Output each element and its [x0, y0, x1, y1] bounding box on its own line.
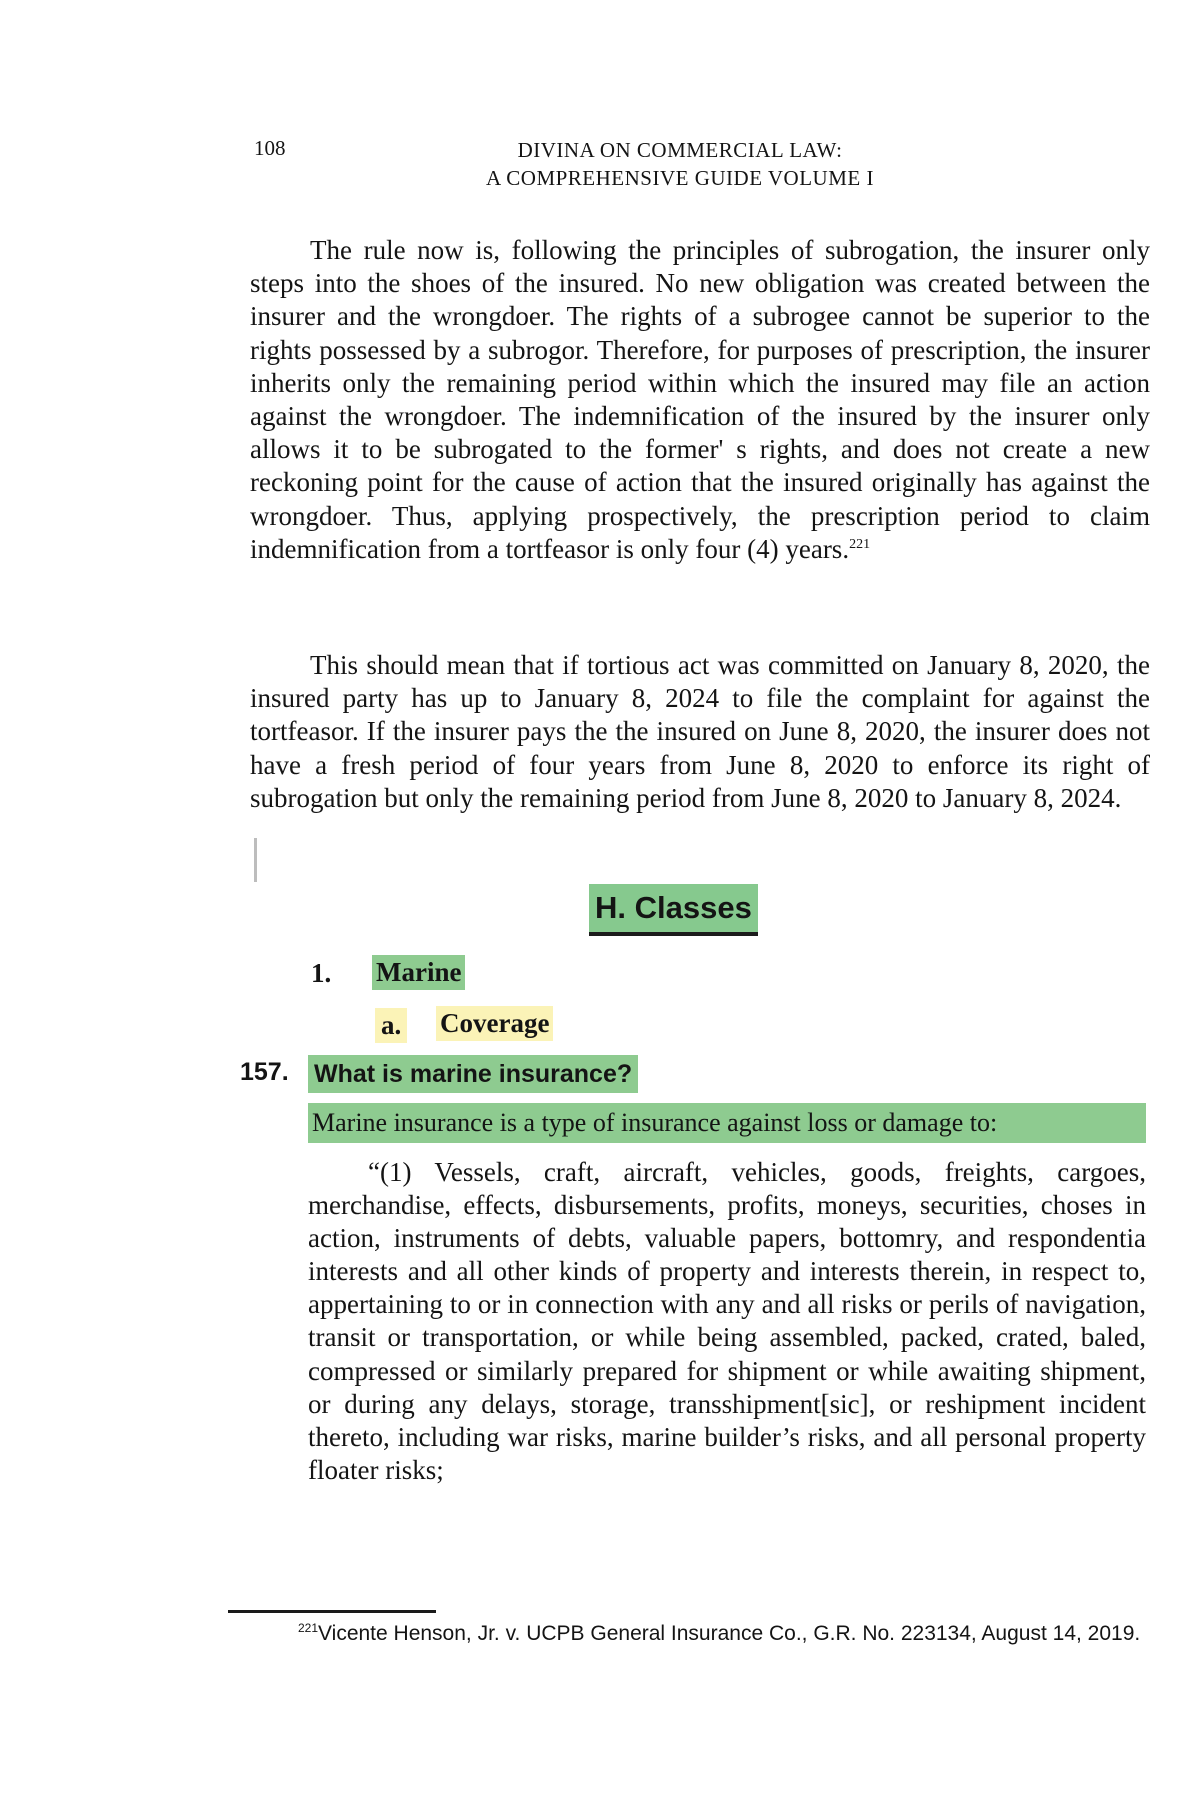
- footnote-number: 221: [298, 1621, 319, 1635]
- paragraph-subrogation-rule: [250, 234, 1150, 566]
- book-title-line-2: A COMPREHENSIVE GUIDE VOLUME I: [486, 166, 874, 190]
- question-text: What is marine insurance?: [308, 1055, 638, 1093]
- paragraph-example: This should mean that if tortious act was committed on January 8, 2020, the insured party has up to January 8, 2024 to file the complaint for against the tortfeasor. If the insurer pays the the insured on June 8, 2020, the insurer does not have a fresh period of four years from June 8, 2020 to enforce its right of subrogation but only the remaining period from June 8, 2020 to January 8, 2024.: [250, 650, 1150, 813]
- question-number: 157.: [240, 1058, 289, 1086]
- book-title-line-1: DIVINA ON COMMERCIAL LAW:: [517, 138, 843, 162]
- footnote-divider: [228, 1610, 436, 1613]
- margin-mark: [254, 838, 257, 882]
- outline-item-marine: Marine: [372, 955, 465, 990]
- footnote-reference: 221: [849, 536, 871, 552]
- outline-number-1: 1.: [311, 958, 332, 988]
- page-number: 108: [254, 136, 286, 160]
- footnote-text: Vicente Henson, Jr. v. UCPB General Insurance Co., G.R. No. 223134, August 14, 2019.: [318, 1622, 1141, 1645]
- paragraph-1-text: The rule now is, following the principles of subrogation, the insurer only steps into the shoes of the insured. No new obligation was created between the insurer and the wrongdoer. The rights of a subrogee cannot be superior to the rights possessed by a subrogor. Therefore, for purposes of prescription, the insurer inherits only the remaining period within which the insured may file an action against the wrongdoer. The indemnification of the insured by the insurer only allows it to be subrogated to the former' s rights, and does not create a new reckoning point for the cause of action that the insured originally has against the wrongdoer. Thus, applying prospectively, the prescription period to claim indemnification from a tortfeasor is only four (4) years.: [250, 235, 1150, 564]
- answer-lead: Marine insurance is a type of insurance against loss or damage to:: [308, 1103, 1146, 1143]
- section-heading: H. Classes: [589, 884, 758, 936]
- outline-letter-a: a.: [375, 1008, 407, 1043]
- outline-item-coverage: Coverage: [436, 1006, 553, 1041]
- running-head: [420, 136, 940, 192]
- quoted-definition: “(1) Vessels, craft, aircraft, vehicles, goods, freights, cargoes, merchandise, effects, disbursements, profits, moneys, securities, choses in action, instruments of debts, valuable papers, bottomry, and respondentia interests and all other kinds of property and interests therein, in respect to, appertaining to or in connection with any and all risks or perils of navigation, transit or transportation, or while being assembled, packed, crated, baled, compressed or similarly prepared for shipment or while awaiting shipment, or during any delays, storage, transshipment[sic], or reshipment incident thereto, including war risks, marine builder’s risks, and all personal property floater risks;: [308, 1157, 1146, 1485]
- footnote: [226, 1620, 1146, 1647]
